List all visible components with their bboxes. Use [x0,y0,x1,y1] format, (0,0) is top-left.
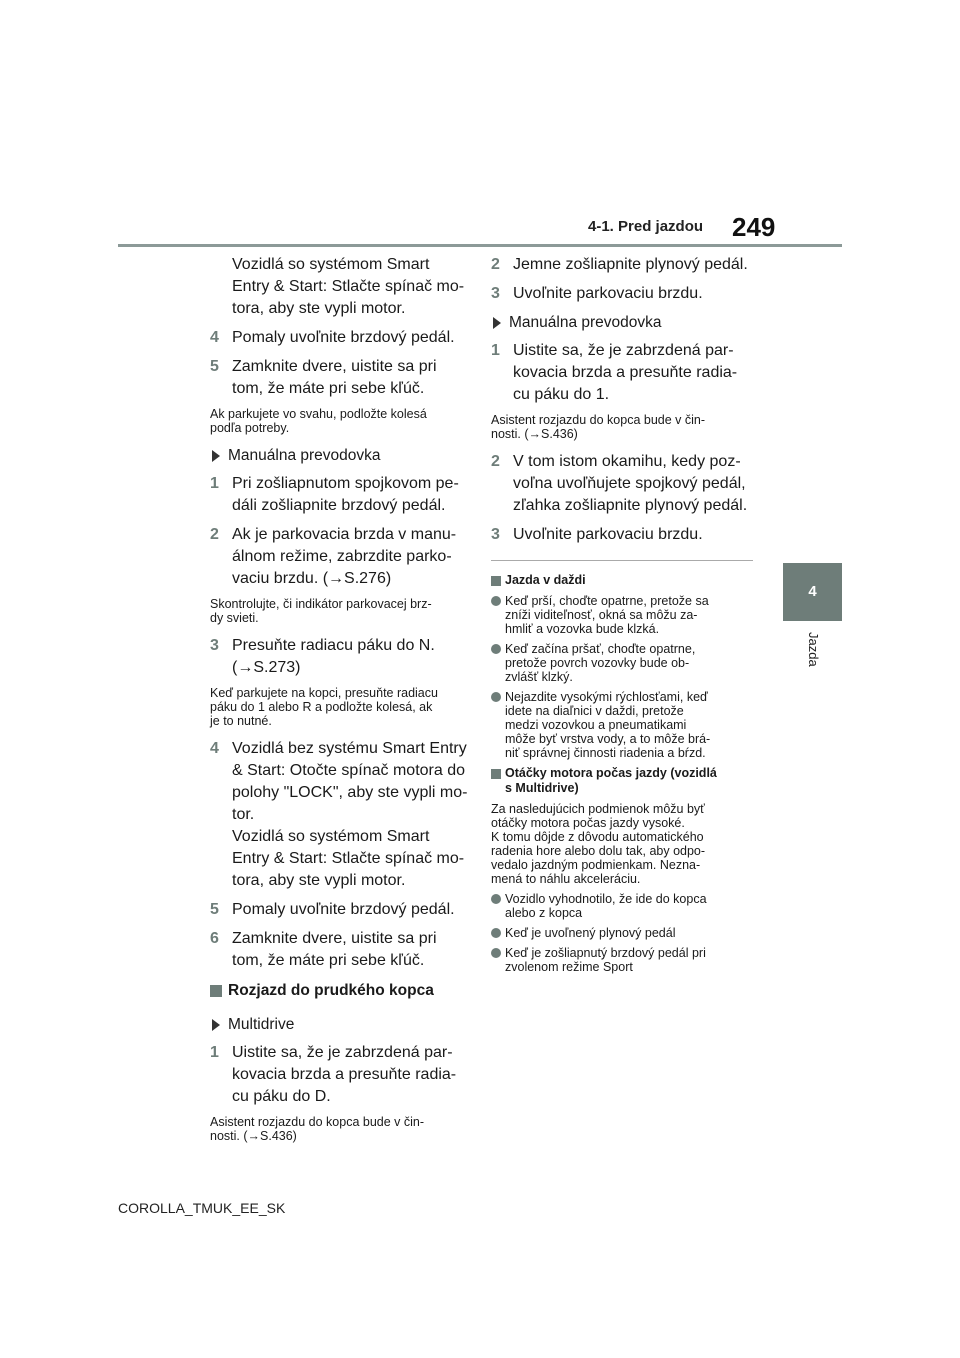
step-number: 6 [210,930,219,947]
step [210,928,470,972]
step-text: Presuňte radiacu páku do N. (→S.273) [232,637,435,676]
step [491,451,753,517]
note: Asistent rozjazdu do kopca bude v čin- nosti. (→S.436) [210,1115,425,1143]
subsection-label: Multidrive [228,1016,295,1033]
step-number: 3 [491,285,500,302]
bullet-text: Vozidlo vyhodnotilo, že ide do kopca alebo z kopca [505,892,707,920]
circle-bullet-icon [491,644,501,654]
subsection-label: Manuálna prevodovka [509,314,662,331]
step-text: Pomaly uvoľnite brzdový pedál. [232,901,455,918]
header-divider [118,244,842,247]
circle-bullet-icon [491,894,501,904]
document-code: COROLLA_TMUK_EE_SK [118,1200,286,1216]
step-text: Uistite sa, že je zabrzdená par- kovacia brzda a presuňte radia- cu páku do D. [232,1044,457,1105]
step [210,356,470,400]
step-text: Vozidlá bez systému Smart Entry & Start: Otočte spínač motora do polohy "LOCK", aby ste vypli mo- tor. Vozidlá so systémom Smart Entry & Start: Stlačte spínač mo- tora, aby ste vypli motor. [232,740,468,889]
step-number: 1 [210,1044,219,1061]
step-number: 4 [210,740,219,757]
right-column [491,254,753,980]
step [210,738,470,892]
step-text: Vozidlá so systémom Smart Entry & Start: Stlačte spínač mo- tora, aby ste vypli motor. [232,256,465,317]
step [210,473,470,517]
square-bullet-icon [491,769,501,779]
left-column [210,254,470,1153]
triangle-icon [212,450,220,462]
step-text: Pri zošliapnutom spojkovom pe- dáli zošliapnite brzdový pedál. [232,475,459,514]
section-divider [491,560,753,561]
subsection [491,312,753,334]
triangle-icon [212,1019,220,1031]
page-number: 249 [732,212,776,242]
step-text: Uvoľnite parkovaciu brzdu. [513,285,703,302]
bullet-item [491,946,753,974]
circle-bullet-icon [491,596,501,606]
section-heading-text: Rozjazd do prudkého kopca [228,982,434,999]
step-text: Zamknite dvere, uistite sa pri tom, že máte pri sebe kľúč. [232,930,437,969]
paragraph: Za nasledujúcich podmienok môžu byť otáčky motora počas jazdy vysoké. K tomu dôjde z dôvodu automatického radenia hore alebo dolu tak, aby odpo- vedalo jazdným podmienkam. Nezna- mená to náhlu akceleráciu. [491,802,706,886]
step [210,524,470,590]
note: Asistent rozjazdu do kopca bude v čin- nosti. (→S.436) [491,413,706,441]
step-number: 3 [491,526,500,543]
bullet-item [491,892,753,920]
bullet-item [491,642,753,684]
step-number: 2 [210,526,219,543]
step-number: 5 [210,358,219,375]
step [210,899,470,921]
square-bullet-icon [210,985,222,997]
step-number: 1 [210,475,219,492]
step [491,524,753,546]
step [210,1042,470,1108]
step-number: 4 [210,329,219,346]
step-number: 5 [210,901,219,918]
info-heading-text: Jazda v daždi [505,573,586,587]
chapter-tab: 4 [783,563,842,621]
bullet-item [491,926,753,940]
note: Ak parkujete vo svahu, podložte kolesá podľa potreby. [210,407,427,435]
bullet-text: Keď je zošliapnutý brzdový pedál pri zvolenom režime Sport [505,946,706,974]
step-text: Pomaly uvoľnite brzdový pedál. [232,329,455,346]
bullet-text: Keď je uvoľnený plynový pedál [505,926,676,940]
note: Skontrolujte, či indikátor parkovacej brz- dy svieti. [210,597,432,625]
circle-bullet-icon [491,928,501,938]
subsection [210,1014,470,1036]
step [491,340,753,406]
bullet-text: Keď začína pršať, choďte opatrne, pretože povrch vozovky bude ob- zvlášť klzký. [505,642,696,684]
chapter-tab-label-wrap [803,632,823,692]
info-heading-text: Otáčky motora počas jazdy (vozidlá s Multidrive) [505,766,717,795]
square-bullet-icon [491,576,501,586]
section-title: 4-1. Pred jazdou [588,218,704,235]
info-heading [491,573,753,588]
step [210,635,470,679]
bullet-item [491,690,753,760]
step [491,254,753,276]
step-text: Uistite sa, že je zabrzdená par- kovacia brzda a presuňte radia- cu páku do 1. [513,342,738,403]
bullet-text: Nejazdite vysokými rýchlosťami, keď idete na diaľnici v daždi, pretože medzi vozovkou a pneumatikami môže byť vrstva vody, a to môže brá- niť správnej činnosti riadenia a bŕzd. [505,690,711,760]
step-number: 2 [491,453,500,470]
circle-bullet-icon [491,948,501,958]
step-number: 3 [210,637,219,654]
step-text: Uvoľnite parkovaciu brzdu. [513,526,703,543]
step [491,283,753,305]
info-heading [491,766,753,796]
step-text: Jemne zošliapnite plynový pedál. [513,256,748,273]
subsection [210,445,470,467]
bullet-text: Keď prší, choďte opatrne, pretože sa zníži viditeľnosť, okná sa môžu za- hmliť a vozovka bude klzká. [505,594,709,636]
circle-bullet-icon [491,692,501,702]
triangle-icon [493,317,501,329]
step-text: Zamknite dvere, uistite sa pri tom, že máte pri sebe kľúč. [232,358,437,397]
note: Keď parkujete na kopci, presuňte radiacu páku do 1 alebo R a podložte kolesá, ak je to nutné. [210,686,438,728]
step-text: V tom istom okamihu, kedy poz- voľna uvoľňujete spojkový pedál, zľahka zošliapnite plynový pedál. [513,453,748,514]
chapter-tab-label: Jazda [806,632,821,667]
bullet-item [491,594,753,636]
step [210,327,470,349]
step-number: 2 [491,256,500,273]
section-heading [210,980,470,1002]
step-text: Ak je parkovacia brzda v manu- álnom režime, zabrzdite parko- vaciu brzdu. (→S.276) [232,526,457,587]
subsection-label: Manuálna prevodovka [228,447,381,464]
step-number: 1 [491,342,500,359]
